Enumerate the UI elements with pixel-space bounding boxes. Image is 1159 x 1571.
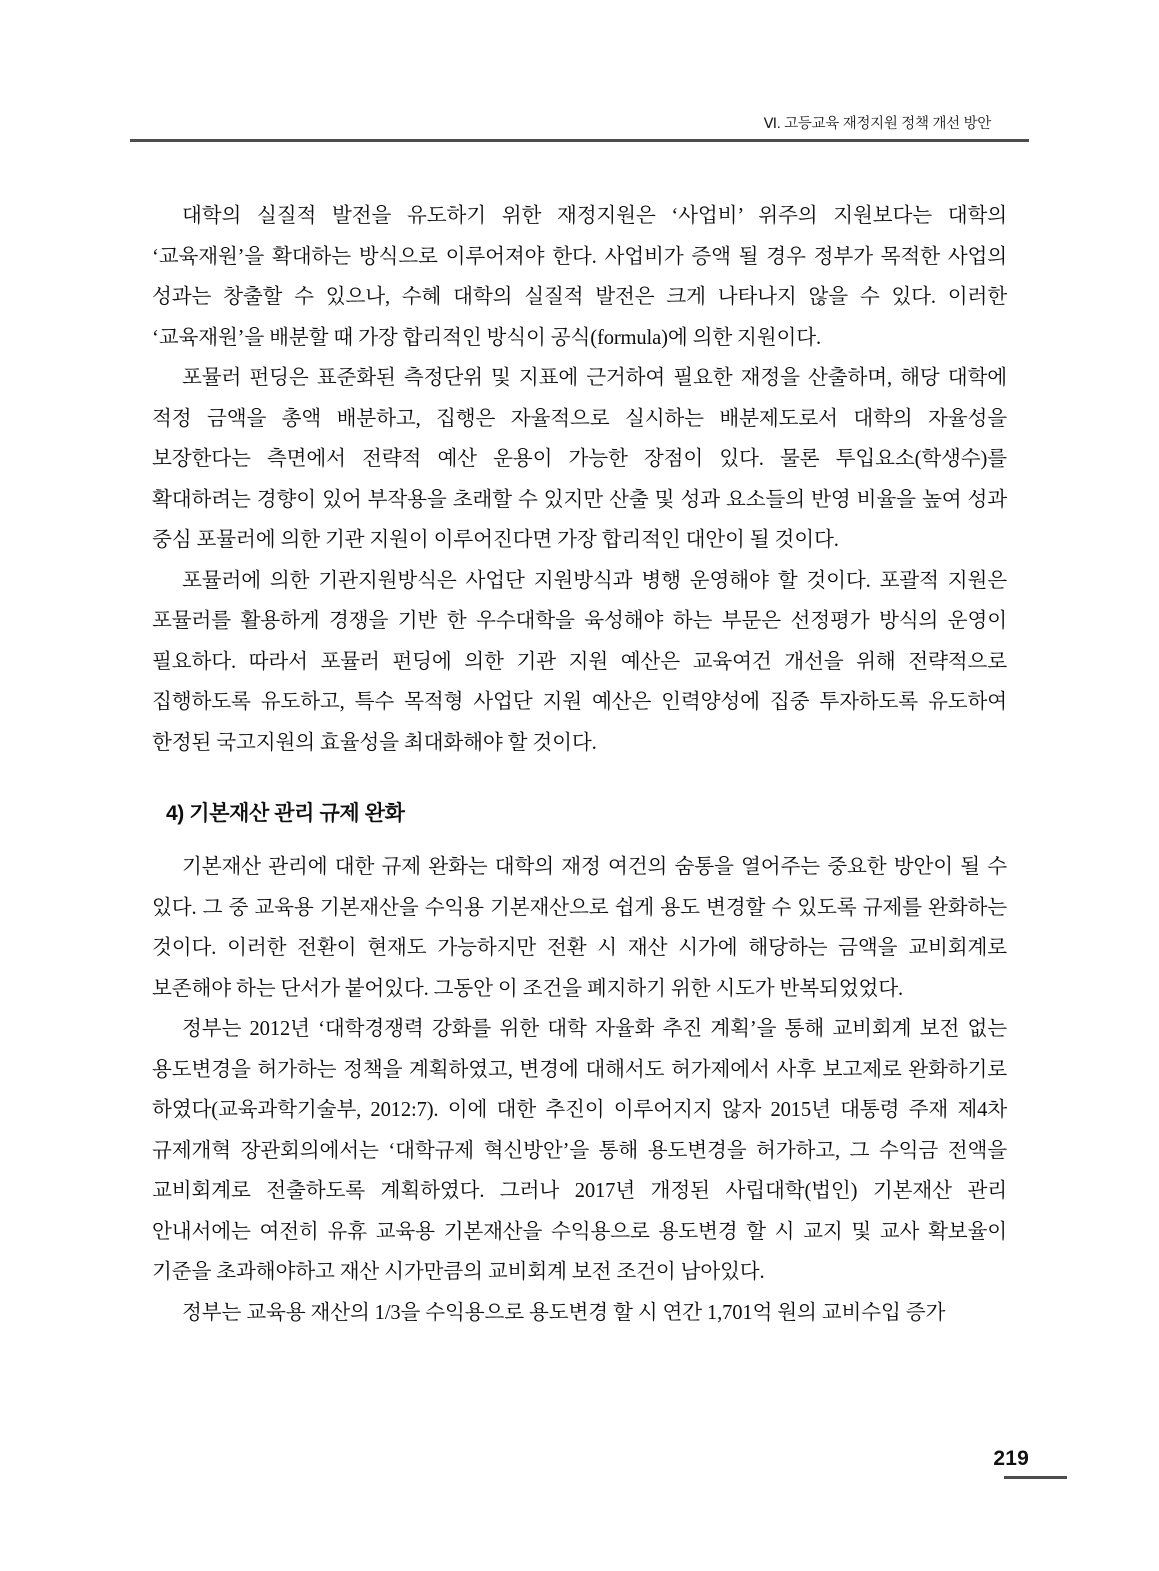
section-subheading: 4) 기본재산 관리 규제 완화 [166, 802, 405, 825]
running-header [168, 112, 991, 146]
page-footer [168, 1445, 1029, 1485]
paragraph: 대학의 실질적 발전을 유도하기 위한 재정지원은 ‘사업비’ 위주의 지원보다는 대학의 ‘교육재원’을 확대하는 방식으로 이루어져야 한다. 사업비가 증액 될 경우 정부가 목적한 사업의 성과는 창출할 수 있으나, 수혜 대학의 실질적 발전은 크게 나타나지 않을 수 있다. 이러한 ‘교육재원’을 배분할 때 가장 합리적인 방식이 공식(formula)에 의한 지원이다. [152, 205, 1007, 349]
header-divider [130, 139, 1029, 142]
header-chapter-title: Ⅵ. 고등교육 재정지원 정책 개선 방안 [763, 116, 991, 132]
paragraph: 포뮬러에 의한 기관지원방식은 사업단 지원방식과 병행 운영해야 할 것이다. 포괄적 지원은 포뮬러를 활용하게 경쟁을 기반 한 우수대학을 육성해야 하는 부문은 선정평가 방식의 운영이 필요하다. 따라서 포뮬러 펀딩에 의한 기관 지원 예산은 교육여건 개선을 위해 전략적으로 집행하도록 유도하고, 특수 목적형 사업단 지원 예산은 인력양성에 집중 투자하도록 유도하여 한정된 국고지원의 효율성을 최대화해야 할 것이다. [152, 569, 1007, 754]
paragraph: 정부는 교육용 재산의 1/3을 수익용으로 용도변경 할 시 연간 1,701억 원의 교비수입 증가 [182, 1301, 946, 1324]
paragraph: 기본재산 관리에 대한 규제 완화는 대학의 재정 여건의 숨통을 열어주는 중요한 방안이 될 수 있다. 그 중 교육용 기본재산을 수익용 기본재산으로 쉽게 용도 변경할 수 있도록 규제를 완화하는 것이다. 이러한 전환이 현재도 가능하지만 전환 시 재산 시가에 해당하는 금액을 교비회계로 보존해야 하는 단서가 붙어있다. 그동안 이 조건을 폐지하기 위한 시도가 반복되었었다. [152, 856, 1007, 1000]
page-number: 219 [993, 1447, 1029, 1470]
paragraph: 포뮬러 펀딩은 표준화된 측정단위 및 지표에 근거하여 필요한 재정을 산출하며, 해당 대학에 적정 금액을 총액 배분하고, 집행은 자율적으로 실시하는 배분제도로서 대학의 자율성을 보장한다는 측면에서 전략적 예산 운용이 가능한 장점이 있다. 물론 투입요소(학생수)를 확대하려는 경향이 있어 부작용을 초래할 수 있지만 산출 및 성과 요소들의 반영 비율을 높여 성과 중심 포뮬러에 의한 기관 지원이 이루어진다면 가장 합리적인 대안이 될 것이다. [152, 367, 1007, 551]
paragraph: 정부는 2012년 ‘대학경쟁력 강화를 위한 대학 자율화 추진 계획’을 통해 교비회계 보전 없는 용도변경을 허가하는 정책을 계획하였고, 변경에 대해서도 허가제에서 사후 보고제로 완화하기로 하였다(교육과학기술부, 2012:7). 이에 대한 추진이 이루어지지 않자 2015년 대통령 주재 제4차 규제개혁 장관회의에서는 ‘대학규제 혁신방안’을 통해 용도변경을 허가하고, 그 수익금 전액을 교비회계로 전출하도록 계획하였다. 그러나 2017년 개정된 사립대학(법인) 기본재산 관리 안내서에는 여전히 유휴 교육용 기본재산을 수익용으로 용도변경 할 시 교지 및 교사 확보율이 기준을 초과해야하고 재산 시가만큼의 교비회계 보전 조건이 남아있다. [152, 1018, 1007, 1283]
body-content [152, 196, 1007, 1333]
footer-divider [1004, 1476, 1067, 1479]
